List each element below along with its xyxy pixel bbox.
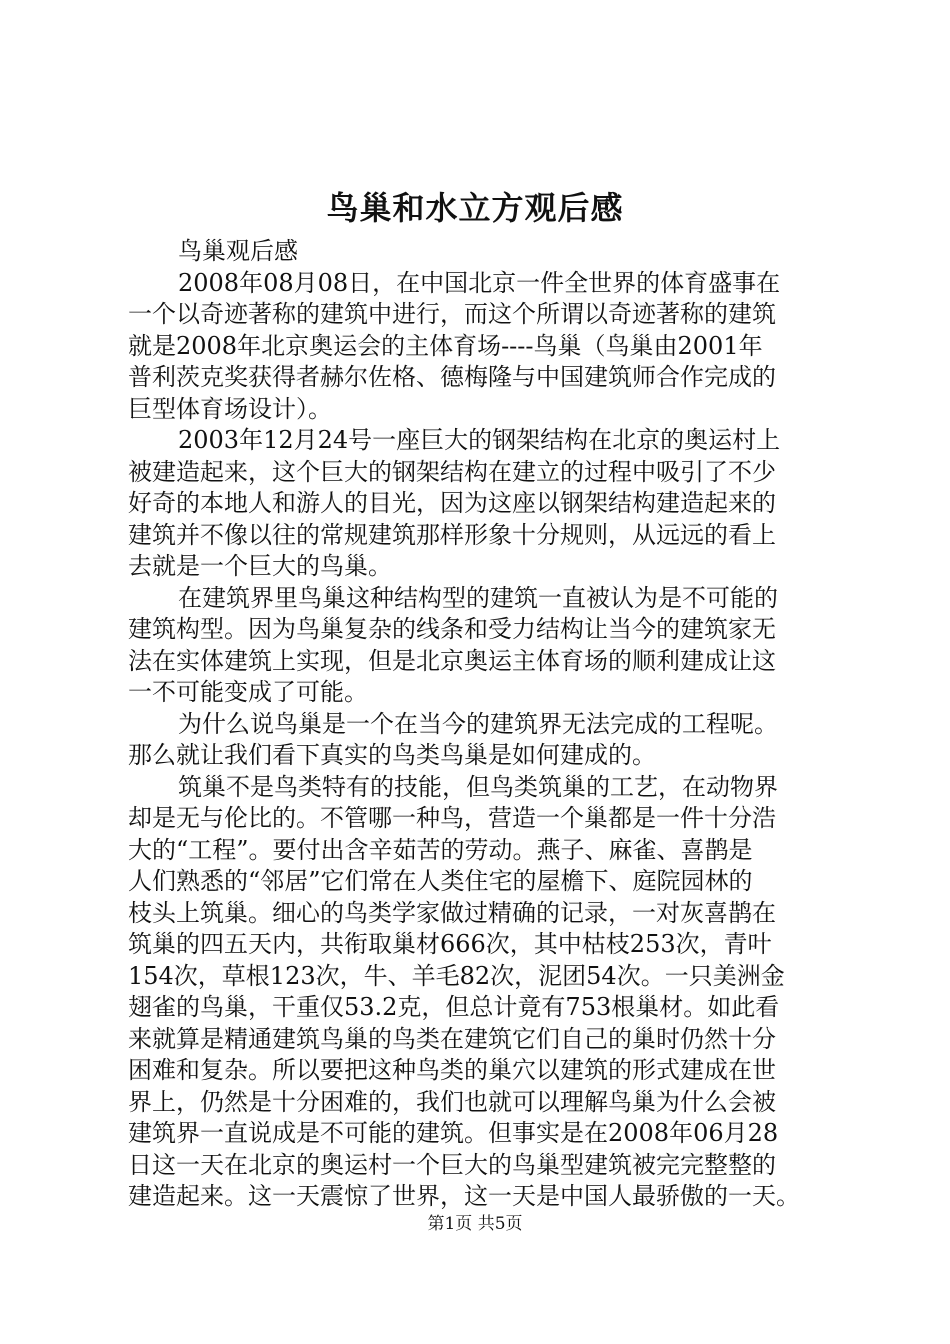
body-line: 好奇的本地人和游人的目光，因为这座以钢架结构建造起来的	[128, 489, 776, 517]
body-line: 那么就让我们看下真实的鸟类鸟巢是如何建成的。	[128, 741, 656, 769]
body-line: 在建筑界里鸟巢这种结构型的建筑一直被认为是不可能的	[178, 583, 778, 612]
body-line: 大的“工程”。要付出含辛茹苦的劳动。燕子、麻雀、喜鹊是	[128, 835, 753, 864]
body-line: 法在实体建筑上实现，但是北京奥运主体育场的顺利建成让这	[128, 646, 776, 675]
body-line: 巨型体育场设计）。	[128, 394, 332, 423]
body-line: 日这一天在北京的奥运村一个巨大的鸟巢型建筑被完完整整的	[128, 1150, 776, 1179]
body-line: 来就算是精通建筑鸟巢的鸟类在建筑它们自己的巢时仍然十分	[128, 1024, 776, 1053]
body-line: 就是2008年北京奥运会的主体育场----鸟巢（鸟巢由2001年	[128, 331, 763, 360]
body-line: 翅雀的鸟巢，干重仅53.2克，但总计竟有753根巢材。如此看	[128, 993, 780, 1021]
document-title: 鸟巢和水立方观后感	[326, 189, 624, 227]
body-line: 一个以奇迹著称的建筑中进行，而这个所谓以奇迹著称的建筑	[128, 300, 776, 328]
body-line: 为什么说鸟巢是一个在当今的建筑界无法完成的工程呢。	[178, 709, 778, 738]
body-line: 建造起来。这一天震惊了世界，这一天是中国人最骄傲的一天。	[128, 1182, 800, 1210]
body-line: 被建造起来，这个巨大的钢架结构在建立的过程中吸引了不少	[128, 457, 776, 486]
body-line: 建筑界一直说成是不可能的建筑。但事实是在2008年06月28	[128, 1119, 779, 1147]
body-line: 界上，仍然是十分困难的，我们也就可以理解鸟巢为什么会被	[128, 1087, 776, 1116]
body-line: 普利茨克奖获得者赫尔佐格、德梅隆与中国建筑师合作完成的	[128, 363, 776, 391]
body-line: 鸟巢观后感	[178, 237, 298, 265]
body-line: 筑巢不是鸟类特有的技能，但鸟类筑巢的工艺，在动物界	[178, 772, 778, 801]
body-line: 筑巢的四五天内，共衔取巢材666次，其中枯枝253次，青叶	[128, 930, 772, 958]
body-line: 建筑并不像以往的常规建筑那样形象十分规则，从远远的看上	[128, 520, 776, 549]
body-line: 枝头上筑巢。细心的鸟类学家做过精确的记录，一对灰喜鹊在	[128, 898, 776, 927]
page-footer: 第1页 共5页	[427, 1214, 523, 1234]
body-line: 2008年08月08日，在中国北京一件全世界的体育盛事在	[178, 268, 781, 297]
body-line: 建筑构型。因为鸟巢复杂的线条和受力结构让当今的建筑家无	[128, 615, 776, 643]
document-body	[128, 236, 844, 1213]
body-line: 困难和复杂。所以要把这种鸟类的巢穴以建筑的形式建成在世	[128, 1056, 776, 1084]
body-line: 154次，草根123次，牛、羊毛82次，泥团54次。一只美洲金	[128, 961, 785, 990]
body-line: 2003年12月24号一座巨大的钢架结构在北京的奥运村上	[178, 426, 781, 454]
body-line: 一不可能变成了可能。	[128, 678, 368, 706]
body-line: 去就是一个巨大的鸟巢。	[128, 552, 392, 580]
body-line: 人们熟悉的“邻居”它们常在人类住宅的屋檐下、庭院园林的	[128, 867, 753, 895]
body-line: 却是无与伦比的。不管哪一种鸟，营造一个巢都是一件十分浩	[128, 804, 776, 832]
